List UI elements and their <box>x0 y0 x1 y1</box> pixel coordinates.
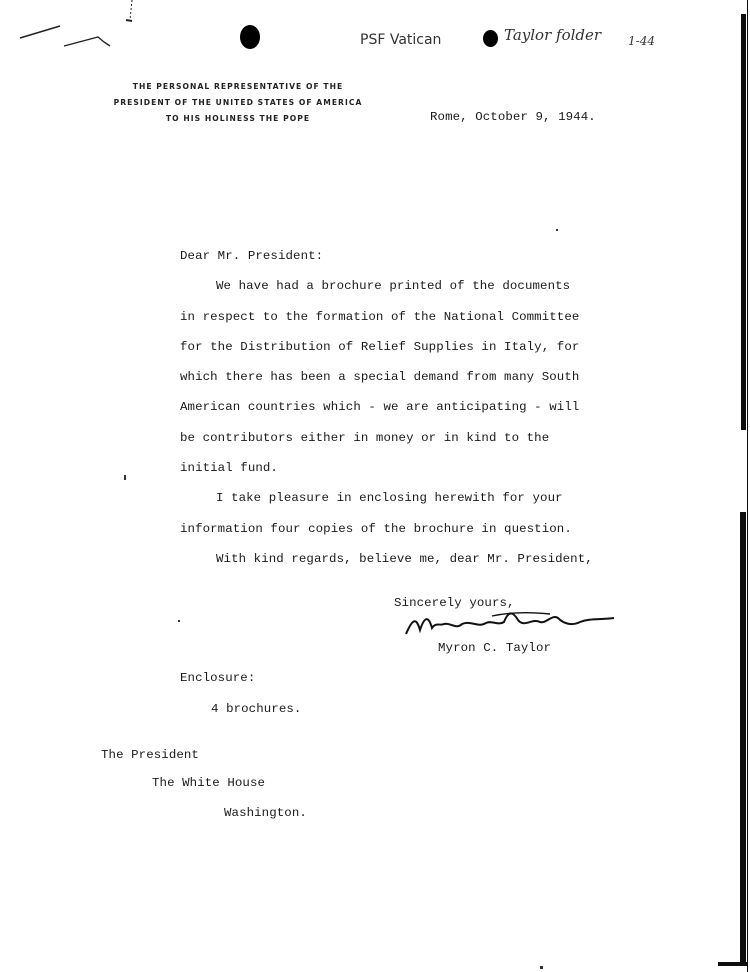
salutation: Dear Mr. President: <box>180 249 324 263</box>
speck <box>178 620 180 622</box>
scan-marks <box>0 0 280 60</box>
signature <box>400 608 620 642</box>
archive-annotation <box>360 30 441 48</box>
address-line-3: Washington. <box>224 806 307 820</box>
scan-edge-lower <box>740 512 746 962</box>
speck <box>556 229 558 231</box>
body-line: American countries which - we are anticipating - will <box>180 400 580 414</box>
body-line: information four copies of the brochure in question. <box>180 522 572 536</box>
letterhead-line-1: THE PERSONAL REPRESENTATIVE OF THE <box>132 82 344 91</box>
letterhead-line-3: TO HIS HOLINESS THE POPE <box>165 114 311 123</box>
typed-signature-name: Myron C. Taylor <box>438 641 552 655</box>
folder-note: Taylor folder <box>504 26 602 44</box>
letterhead-line-2: PRESIDENT OF THE UNITED STATES OF AMERICA <box>113 98 363 107</box>
enclosure-item: 4 brochures. <box>211 702 302 716</box>
punch-hole <box>483 30 498 47</box>
body-line: in respect to the formation of the National Committee <box>180 310 580 324</box>
complimentary-close: Sincerely yours, <box>394 596 515 610</box>
punch-hole <box>240 25 260 49</box>
body-line: which there has been a special demand from many South <box>180 370 580 384</box>
scan-edge-foot <box>718 962 748 966</box>
speck <box>124 475 126 480</box>
body-line: I take pleasure in enclosing herewith for your <box>216 491 563 505</box>
body-line: With kind regards, believe me, dear Mr. President, <box>216 552 593 566</box>
enclosure-label: Enclosure: <box>180 671 256 685</box>
body-line: be contributors either in money or in kind to the <box>180 431 550 445</box>
scan-edge-upper <box>741 14 746 430</box>
date-code: 1-44 <box>628 34 655 48</box>
address-line-1: The President <box>101 748 199 762</box>
psf-note: PSF Vatican <box>360 32 442 48</box>
body-line: We have had a brochure printed of the documents <box>216 279 571 293</box>
body-line: for the Distribution of Relief Supplies in Italy, for <box>180 340 580 354</box>
speck <box>540 966 543 969</box>
body-line: initial fund. <box>180 461 278 475</box>
dateline: Rome, October 9, 1944. <box>430 110 596 124</box>
scan-edge-line <box>747 0 748 972</box>
address-line-2: The White House <box>152 776 266 790</box>
